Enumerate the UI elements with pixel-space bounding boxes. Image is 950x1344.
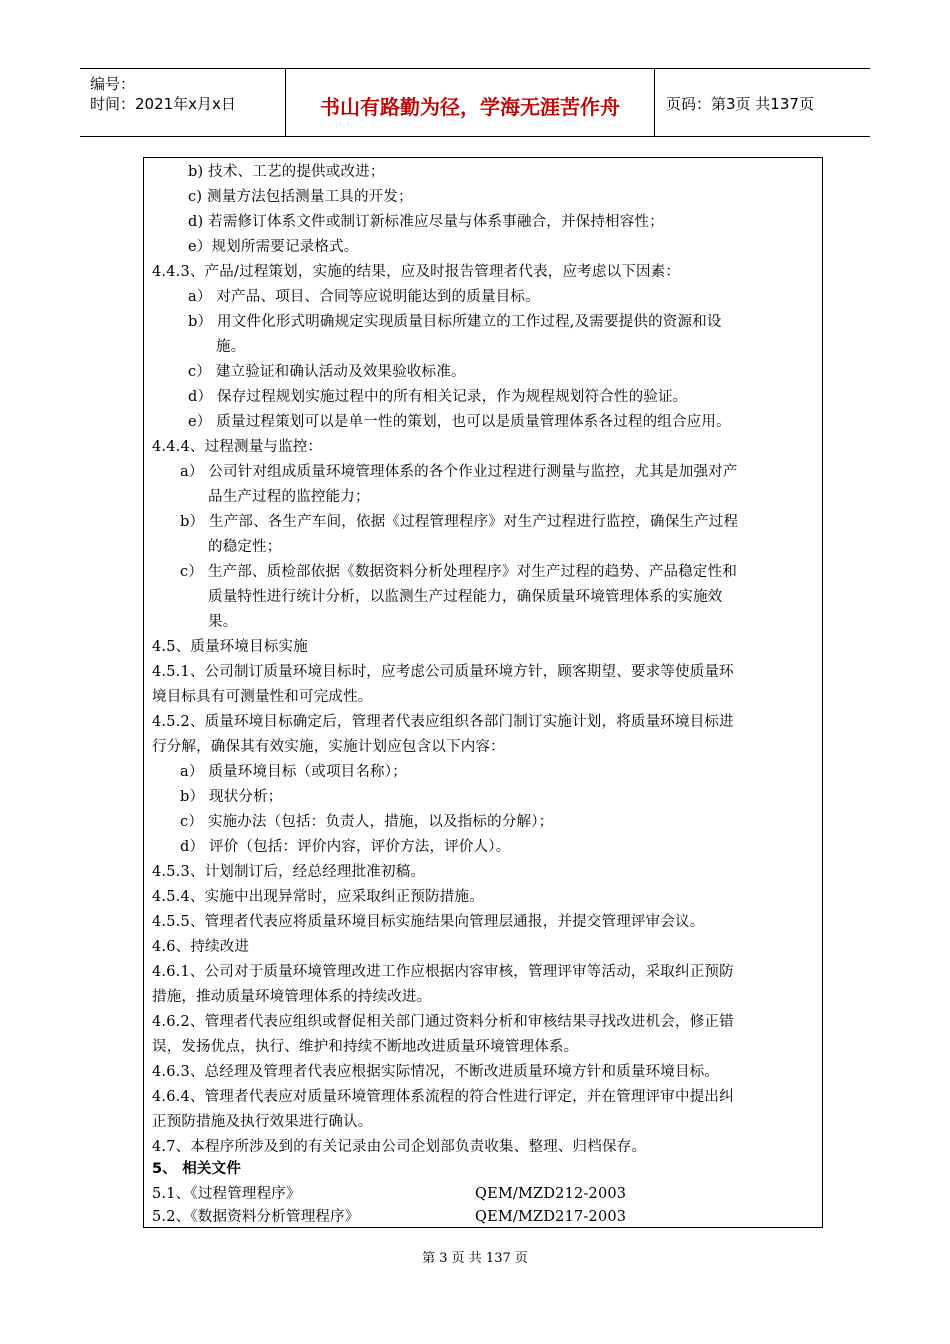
- document-time-label: 时间：2021年x月x日: [90, 95, 236, 113]
- content-line: d） 保存过程规划实施过程中的所有相关记录，作为规程规划符合性的验证。: [188, 389, 688, 405]
- content-line: b） 生产部、各生产车间，依据《过程管理程序》对生产过程进行监控，确保生产过程: [180, 514, 739, 530]
- content-line: 误，发扬优点，执行、维护和持续不断地改进质量环境管理体系。: [152, 1039, 579, 1055]
- content-line: 4.5.4、实施中出现异常时，应采取纠正预防措施。: [152, 889, 484, 905]
- content-line: 4.6.3、总经理及管理者代表应根据实际情况，不断改进质量环境方针和质量环境目标。: [152, 1064, 720, 1080]
- content-line: 质量特性进行统计分析，以监测生产过程能力，确保质量环境管理体系的实施效: [208, 589, 723, 605]
- content-line: 4.4.4、过程测量与监控：: [152, 439, 323, 455]
- document-number-label: 编号：: [90, 75, 136, 93]
- content-box: [143, 157, 823, 1228]
- content-line: 4.5.5、管理者代表应将质量环境目标实施结果向管理层通报，并提交管理评审会议。: [152, 914, 705, 930]
- related-document-name: 5.2、《数据资料分析管理程序》: [152, 1209, 360, 1225]
- content-line: 4.7、本程序所涉及到的有关记录由公司企划部负责收集、整理、归档保存。: [152, 1139, 647, 1155]
- content-line: 4.5.2、质量环境目标确定后，管理者代表应组织各部门制订实施计划，将质量环境目标进: [152, 714, 734, 730]
- content-line: e） 质量过程策划可以是单一性的策划，也可以是质量管理体系各过程的组合应用。: [188, 414, 731, 430]
- content-line: d） 评价（包括：评价内容，评价方法，评价人）。: [180, 839, 511, 855]
- header-right-cell: [654, 69, 870, 136]
- content-line: a） 对产品、项目、合同等应说明能达到的质量目标。: [188, 289, 540, 305]
- content-line: c） 建立验证和确认活动及效果验收标准。: [188, 364, 466, 380]
- page-header: [80, 68, 870, 137]
- content-line: 4.6.2、管理者代表应组织或督促相关部门通过资料分析和审核结果寻找改进机会，修正错: [152, 1014, 734, 1030]
- content-line: c) 测量方法包括测量工具的开发；: [188, 189, 413, 205]
- content-line: 4.5.3、计划制订后，经总经理批准初稿。: [152, 864, 426, 880]
- content-line: 4.6、持续改进: [152, 939, 250, 955]
- content-line: b） 用文件化形式明确规定实现质量目标所建立的工作过程,及需要提供的资源和设: [188, 314, 722, 330]
- content-line: a） 质量环境目标（或项目名称）；: [180, 764, 407, 780]
- page-footer: 第 3 页 共 137 页: [422, 1251, 528, 1266]
- content-line: 4.6.4、管理者代表应对质量环境管理体系流程的符合性进行评定，并在管理评审中提出纠: [152, 1089, 734, 1105]
- header-middle-cell: [285, 69, 655, 136]
- content-line: 正预防措施及执行效果进行确认。: [152, 1114, 373, 1130]
- content-line: e）规划所需要记录格式。: [188, 239, 359, 255]
- content-line: 4.6.1、公司对于质量环境管理改进工作应根据内容审核，管理评审等活动，采取纠正预防: [152, 964, 734, 980]
- related-document-row: [152, 1207, 812, 1227]
- content-line: 行分解，确保其有效实施，实施计划应包含以下内容：: [152, 739, 505, 755]
- header-motto: 书山有路勤为径，学海无涯苦作舟: [320, 95, 620, 119]
- section-heading-related-docs: 5、 相关文件: [152, 1161, 242, 1177]
- content-line: 的稳定性；: [208, 539, 282, 555]
- content-line: a） 公司针对组成质量环境管理体系的各个作业过程进行测量与监控，尤其是加强对产: [180, 464, 738, 480]
- content-line: 施。: [216, 339, 246, 355]
- content-line: 措施，推动质量环境管理体系的持续改进。: [152, 989, 432, 1005]
- related-document-code: QEM/MZD217-2003: [475, 1209, 627, 1225]
- content-line: c） 实施办法（包括：负责人，措施，以及指标的分解）；: [180, 814, 554, 830]
- content-line: b) 技术、工艺的提供或改进；: [188, 164, 385, 180]
- content-line: 4.5.1、公司制订质量环境目标时，应考虑公司质量环境方针，顾客期望、要求等使质量环: [152, 664, 734, 680]
- content-line: c） 生产部、质检部依据《数据资料分析处理程序》对生产过程的趋势、产品稳定性和: [180, 564, 738, 580]
- header-page-info: 页码：第3页 共137页: [666, 95, 814, 113]
- content-line: 果。: [208, 614, 238, 630]
- content-line: 品生产过程的监控能力；: [208, 489, 370, 505]
- content-line: 境目标具有可测量性和可完成性。: [152, 689, 373, 705]
- content-line: 4.4.3、产品/过程策划，实施的结果，应及时报告管理者代表，应考虑以下因素：: [152, 264, 681, 280]
- related-document-name: 5.1、《过程管理程序》: [152, 1186, 301, 1202]
- related-document-code: QEM/MZD212-2003: [475, 1186, 627, 1202]
- content-line: d) 若需修订体系文件或制订新标准应尽量与体系事融合，并保持相容性；: [188, 214, 664, 230]
- header-left-cell: [80, 69, 285, 136]
- content-line: b） 现状分析；: [180, 789, 283, 805]
- related-document-row: [152, 1184, 812, 1204]
- content-line: 4.5、质量环境目标实施: [152, 639, 308, 655]
